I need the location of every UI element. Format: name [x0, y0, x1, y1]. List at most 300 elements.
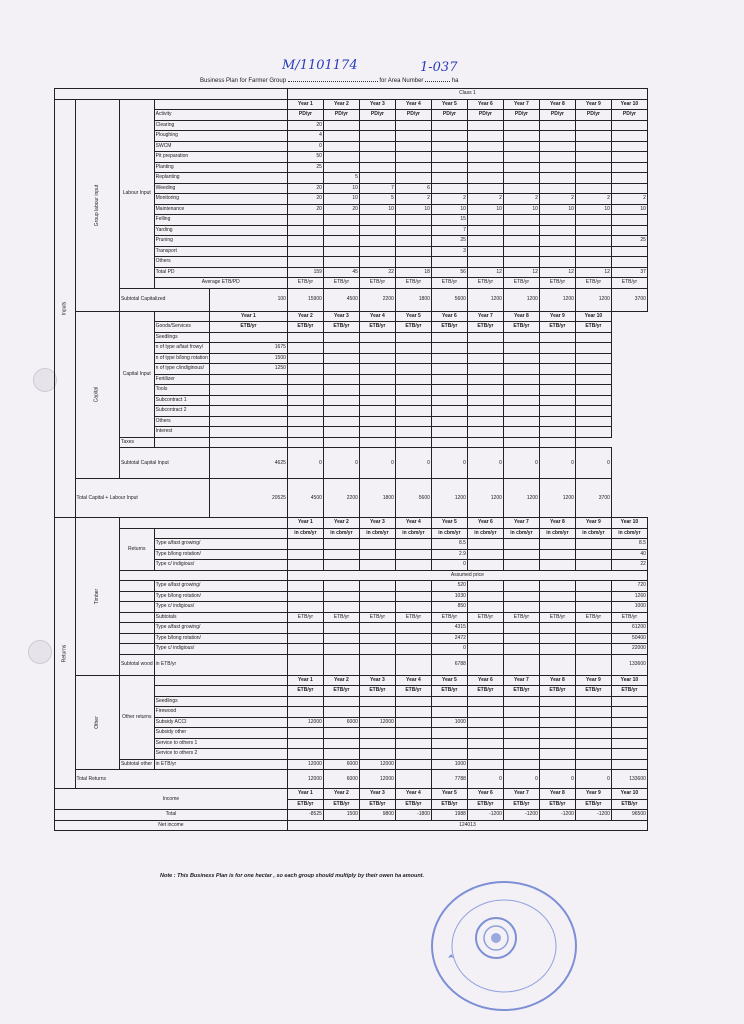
- value-cell: [431, 416, 467, 427]
- value-cell: 22000: [611, 644, 647, 655]
- value-cell: [503, 236, 539, 247]
- value-cell: 2: [611, 194, 647, 205]
- value-cell: [575, 738, 611, 749]
- value-cell: [467, 395, 503, 406]
- value-cell: [209, 332, 287, 343]
- avg-label: Average ETB/PD: [154, 278, 287, 289]
- value-cell: ETB/yr: [539, 278, 575, 289]
- value-cell: 18: [395, 267, 431, 278]
- value-cell: [467, 539, 503, 550]
- value-cell: [323, 141, 359, 152]
- value-cell: [503, 738, 539, 749]
- value-cell: -1800: [395, 810, 431, 821]
- value-cell: [467, 416, 503, 427]
- value-cell: 5600: [395, 479, 431, 518]
- unit-header: in cbm/yr: [395, 528, 431, 539]
- unit-header: ETB/yr: [575, 799, 611, 810]
- value-cell: [431, 332, 467, 343]
- value-cell: -1200: [539, 810, 575, 821]
- year-header: Year 9: [575, 518, 611, 529]
- value-cell: [359, 602, 395, 613]
- unit-header: PD/yr: [611, 110, 647, 121]
- subtotal-other-row: [55, 759, 648, 770]
- value-cell: 12000: [359, 770, 395, 789]
- price-row: [55, 591, 648, 602]
- year-header: Year 10: [611, 99, 647, 110]
- value-cell: 20: [287, 120, 323, 131]
- capital-item: Subcontract 1: [154, 395, 209, 406]
- other-year-header: [55, 675, 648, 686]
- value-cell: 10: [611, 204, 647, 215]
- unit-header: ETB/yr: [323, 686, 359, 697]
- value-cell: 25: [431, 236, 467, 247]
- subtotal-capitalized-row: [55, 288, 648, 311]
- official-stamp: [428, 878, 580, 1013]
- value-cell: [431, 131, 467, 142]
- value-cell: 10: [359, 204, 395, 215]
- value-cell: [539, 385, 575, 396]
- year-header: Year 1: [287, 518, 323, 529]
- value-cell: ETB/yr: [503, 278, 539, 289]
- value-cell: 2: [575, 194, 611, 205]
- value-cell: [467, 215, 503, 226]
- value-cell: [395, 560, 431, 571]
- value-cell: [503, 152, 539, 163]
- value-cell: [323, 152, 359, 163]
- unit-header: ETB/yr: [431, 322, 467, 333]
- capital-item: Subcontract 2: [154, 406, 209, 417]
- value-cell: [323, 374, 359, 385]
- activity-name: Transport: [154, 246, 287, 257]
- value-cell: [287, 591, 323, 602]
- value-cell: [395, 395, 431, 406]
- value-cell: 3700: [575, 479, 611, 518]
- value-cell: [575, 427, 611, 438]
- value-cell: [467, 120, 503, 131]
- year-header: Year 2: [323, 675, 359, 686]
- value-cell: [503, 225, 539, 236]
- value-cell: [611, 215, 647, 226]
- unit-header: ETB/yr: [575, 322, 611, 333]
- capital-item: Others: [154, 416, 209, 427]
- value-cell: [287, 633, 323, 644]
- value-cell: [575, 406, 611, 417]
- value-cell: [359, 257, 395, 268]
- title-suffix: ha: [451, 78, 459, 84]
- side-capital: [75, 311, 119, 479]
- value-cell: 0: [467, 770, 503, 789]
- value-cell: [209, 416, 287, 427]
- value-cell: 12000: [287, 759, 323, 770]
- value-cell: [575, 385, 611, 396]
- value-cell: [359, 728, 395, 739]
- year-header: Year 5: [395, 311, 431, 322]
- year-header: Year 4: [395, 675, 431, 686]
- value-cell: [539, 707, 575, 718]
- unit-header: in cbm/yr: [431, 528, 467, 539]
- value-cell: [611, 173, 647, 184]
- side-group-labour: [75, 99, 119, 311]
- value-cell: [287, 549, 323, 560]
- punch-hole-bottom: [28, 640, 52, 664]
- title-middle: for Area Number: [379, 78, 424, 84]
- value-cell: [539, 437, 575, 448]
- timber-type: Type a/fast growing/: [154, 581, 287, 592]
- value-cell: [209, 427, 287, 438]
- value-cell: [539, 152, 575, 163]
- value-cell: [575, 717, 611, 728]
- unit-header: PD/yr: [431, 110, 467, 121]
- timber-year-header: [55, 518, 648, 529]
- other-item: Subsidy ACCI: [154, 717, 287, 728]
- value-cell: ETB/yr: [575, 278, 611, 289]
- side-inputs: [55, 99, 76, 518]
- value-cell: [323, 728, 359, 739]
- value-cell: [287, 332, 323, 343]
- value-cell: 3: [431, 246, 467, 257]
- blank-cell: [154, 311, 209, 322]
- other-returns-label: Other returns: [119, 675, 154, 759]
- year-header: Year 4: [395, 99, 431, 110]
- value-cell: 520: [431, 581, 467, 592]
- value-cell: [575, 215, 611, 226]
- value-cell: ETB/yr: [467, 612, 503, 623]
- subtotal-other-label: Subtotal other: [119, 759, 154, 770]
- value-cell: [323, 395, 359, 406]
- value-cell: [323, 406, 359, 417]
- value-cell: 8.5: [611, 539, 647, 550]
- blank-cell: [119, 633, 154, 644]
- capital-item: n of type c/indiginous/: [154, 364, 209, 375]
- value-cell: [287, 406, 323, 417]
- value-cell: [611, 257, 647, 268]
- value-cell: [395, 374, 431, 385]
- value-cell: ETB/yr: [287, 612, 323, 623]
- value-cell: [539, 257, 575, 268]
- value-cell: [287, 173, 323, 184]
- value-cell: [395, 406, 431, 417]
- year-header: Year 1: [287, 789, 323, 800]
- value-cell: [611, 738, 647, 749]
- value-cell: 20: [287, 194, 323, 205]
- labour-input-label: Labour Input: [119, 99, 154, 288]
- value-cell: [209, 385, 287, 396]
- value-cell: [467, 364, 503, 375]
- value-cell: [323, 131, 359, 142]
- value-cell: [431, 707, 467, 718]
- value-cell: [431, 395, 467, 406]
- timber-type: Type c/ indigious/: [154, 644, 287, 655]
- year-header: Year 6: [467, 518, 503, 529]
- value-cell: [539, 623, 575, 634]
- value-cell: [287, 728, 323, 739]
- value-cell: [395, 696, 431, 707]
- value-cell: 1000: [611, 602, 647, 613]
- value-cell: [323, 707, 359, 718]
- value-cell: [359, 131, 395, 142]
- value-cell: 1200: [503, 479, 539, 518]
- value-cell: [575, 332, 611, 343]
- side-capital-text: Capital: [93, 386, 100, 403]
- value-cell: [431, 738, 467, 749]
- value-cell: [575, 246, 611, 257]
- value-cell: 0: [359, 448, 395, 479]
- income-total-row: [55, 810, 648, 821]
- value-cell: [431, 406, 467, 417]
- value-cell: [575, 120, 611, 131]
- value-cell: [323, 623, 359, 634]
- value-cell: [287, 696, 323, 707]
- value-cell: [359, 343, 395, 354]
- value-cell: 7: [359, 183, 395, 194]
- value-cell: 4500: [323, 288, 359, 311]
- value-cell: [503, 162, 539, 173]
- value-cell: 2: [467, 194, 503, 205]
- value-cell: 20: [287, 183, 323, 194]
- value-cell: [323, 215, 359, 226]
- value-cell: [539, 120, 575, 131]
- unit-header: ETB/yr: [323, 322, 359, 333]
- value-cell: 0: [431, 560, 467, 571]
- value-cell: 10: [539, 204, 575, 215]
- value-cell: [503, 591, 539, 602]
- value-cell: 1675: [209, 343, 287, 354]
- value-cell: [467, 162, 503, 173]
- value-cell: 2.9: [431, 549, 467, 560]
- value-cell: [503, 246, 539, 257]
- value-cell: 1988: [431, 810, 467, 821]
- value-cell: [575, 581, 611, 592]
- area-blank: [425, 81, 450, 82]
- value-cell: [503, 654, 539, 675]
- value-cell: [539, 717, 575, 728]
- value-cell: [323, 549, 359, 560]
- blank-cell: [119, 602, 154, 613]
- value-cell: [539, 225, 575, 236]
- blank-cell: [154, 686, 287, 697]
- value-cell: [539, 581, 575, 592]
- value-cell: [359, 406, 395, 417]
- value-cell: 20: [323, 204, 359, 215]
- year-header: Year 9: [575, 789, 611, 800]
- value-cell: [359, 581, 395, 592]
- value-cell: [287, 560, 323, 571]
- side-returns: [55, 518, 76, 789]
- value-cell: [539, 236, 575, 247]
- value-cell: 10: [575, 204, 611, 215]
- value-cell: [503, 406, 539, 417]
- value-cell: [359, 654, 395, 675]
- year-header: Year 2: [287, 311, 323, 322]
- value-cell: 0: [395, 448, 431, 479]
- value-cell: [359, 152, 395, 163]
- value-cell: 2200: [323, 479, 359, 518]
- year-header: Year 10: [611, 518, 647, 529]
- activity-name: Planting: [154, 162, 287, 173]
- other-item: Firewood: [154, 707, 287, 718]
- net-income-value: 124013: [287, 820, 647, 831]
- value-cell: [539, 131, 575, 142]
- value-cell: [287, 257, 323, 268]
- value-cell: [395, 749, 431, 760]
- value-cell: 2: [395, 194, 431, 205]
- value-cell: [359, 374, 395, 385]
- value-cell: 1260: [611, 591, 647, 602]
- value-cell: [575, 623, 611, 634]
- value-cell: 133600: [611, 770, 647, 789]
- activity-name: Pit preparation: [154, 152, 287, 163]
- business-plan-table: [54, 88, 648, 831]
- side-returns-text: Returns: [61, 644, 68, 662]
- value-cell: [611, 183, 647, 194]
- handwritten-code: M/1101174: [282, 58, 358, 73]
- value-cell: [395, 343, 431, 354]
- value-cell: [503, 749, 539, 760]
- plan-title: [200, 78, 458, 84]
- value-cell: 1200: [467, 288, 503, 311]
- value-cell: [359, 696, 395, 707]
- year-header: Year 5: [431, 675, 467, 686]
- value-cell: 0: [539, 770, 575, 789]
- value-cell: [503, 644, 539, 655]
- value-cell: -8525: [287, 810, 323, 821]
- value-cell: [323, 581, 359, 592]
- income-year-header: [55, 789, 648, 800]
- year-header: Year 8: [539, 99, 575, 110]
- value-cell: [323, 560, 359, 571]
- value-cell: ETB/yr: [287, 278, 323, 289]
- value-cell: [359, 141, 395, 152]
- value-cell: 20525: [209, 479, 287, 518]
- value-cell: [467, 560, 503, 571]
- value-cell: [611, 225, 647, 236]
- value-cell: [359, 707, 395, 718]
- value-cell: [209, 406, 287, 417]
- blank-cell: [119, 570, 287, 581]
- value-cell: 6788: [431, 654, 467, 675]
- value-cell: [575, 696, 611, 707]
- value-cell: [359, 236, 395, 247]
- value-cell: [539, 353, 575, 364]
- value-cell: 4315: [431, 623, 467, 634]
- value-cell: [611, 717, 647, 728]
- value-cell: 1200: [575, 288, 611, 311]
- value-cell: [323, 120, 359, 131]
- value-cell: ETB/yr: [395, 612, 431, 623]
- value-cell: [575, 183, 611, 194]
- value-cell: [503, 427, 539, 438]
- value-cell: [575, 539, 611, 550]
- value-cell: [467, 644, 503, 655]
- value-cell: [395, 759, 431, 770]
- value-cell: [395, 225, 431, 236]
- year-header: Year 3: [359, 99, 395, 110]
- value-cell: 0: [575, 448, 611, 479]
- value-cell: [287, 416, 323, 427]
- capital-item: n of type b/long rotation: [154, 353, 209, 364]
- year-header: Year 6: [467, 789, 503, 800]
- goods-header: Goods/Services: [154, 322, 209, 333]
- unit-header: ETB/yr: [287, 322, 323, 333]
- unit-header: in cbm/yr: [503, 528, 539, 539]
- other-item: Seedlings: [154, 696, 287, 707]
- value-cell: [323, 654, 359, 675]
- value-cell: [503, 759, 539, 770]
- year-header: Year 10: [611, 789, 647, 800]
- value-cell: [323, 416, 359, 427]
- unit-header: ETB/yr: [431, 799, 467, 810]
- total-returns-row: [55, 770, 648, 789]
- value-cell: [575, 560, 611, 571]
- year-header: Year 7: [467, 311, 503, 322]
- value-cell: 0: [431, 644, 467, 655]
- value-cell: [395, 707, 431, 718]
- value-cell: [323, 437, 359, 448]
- value-cell: 1200: [467, 479, 503, 518]
- value-cell: [395, 215, 431, 226]
- value-cell: [395, 246, 431, 257]
- value-cell: 25: [611, 236, 647, 247]
- value-cell: [467, 385, 503, 396]
- value-row: [55, 623, 648, 634]
- unit-header: ETB/yr: [359, 322, 395, 333]
- value-cell: ETB/yr: [359, 612, 395, 623]
- value-cell: [359, 416, 395, 427]
- value-cell: [467, 225, 503, 236]
- value-cell: [467, 602, 503, 613]
- value-cell: [395, 162, 431, 173]
- value-cell: 12000: [359, 759, 395, 770]
- value-cell: 15900: [287, 288, 323, 311]
- value-cell: [359, 644, 395, 655]
- value-cell: ETB/yr: [431, 612, 467, 623]
- value-cell: [503, 257, 539, 268]
- value-cell: [539, 364, 575, 375]
- value-cell: [287, 385, 323, 396]
- value-cell: [503, 717, 539, 728]
- value-cell: [575, 225, 611, 236]
- value-cell: 0: [287, 141, 323, 152]
- timber-type: Type b/long rotation/: [154, 549, 287, 560]
- value-cell: [611, 759, 647, 770]
- unit-header: PD/yr: [359, 110, 395, 121]
- unit-header: ETB/yr: [209, 322, 287, 333]
- value-cell: 2472: [431, 633, 467, 644]
- blank-cell: [119, 591, 154, 602]
- unit-header: ETB/yr: [359, 799, 395, 810]
- value-cell: [539, 654, 575, 675]
- value-cell: [431, 749, 467, 760]
- value-cell: [395, 633, 431, 644]
- value-cell: 1250: [209, 364, 287, 375]
- value-cell: [467, 633, 503, 644]
- unit-header: PD/yr: [539, 110, 575, 121]
- value-cell: [395, 738, 431, 749]
- blank-cell: [119, 612, 154, 623]
- blank-cell: [154, 675, 287, 686]
- returns-label: Returns: [119, 528, 154, 570]
- value-cell: 10: [467, 204, 503, 215]
- value-cell: 1800: [395, 288, 431, 311]
- unit-header: in cbm/yr: [359, 528, 395, 539]
- value-cell: [467, 654, 503, 675]
- value-cell: 10: [323, 194, 359, 205]
- value-cell: [467, 131, 503, 142]
- value-cell: [287, 246, 323, 257]
- value-cell: 15: [431, 215, 467, 226]
- value-cell: [539, 141, 575, 152]
- unit-header: in cbm/yr: [539, 528, 575, 539]
